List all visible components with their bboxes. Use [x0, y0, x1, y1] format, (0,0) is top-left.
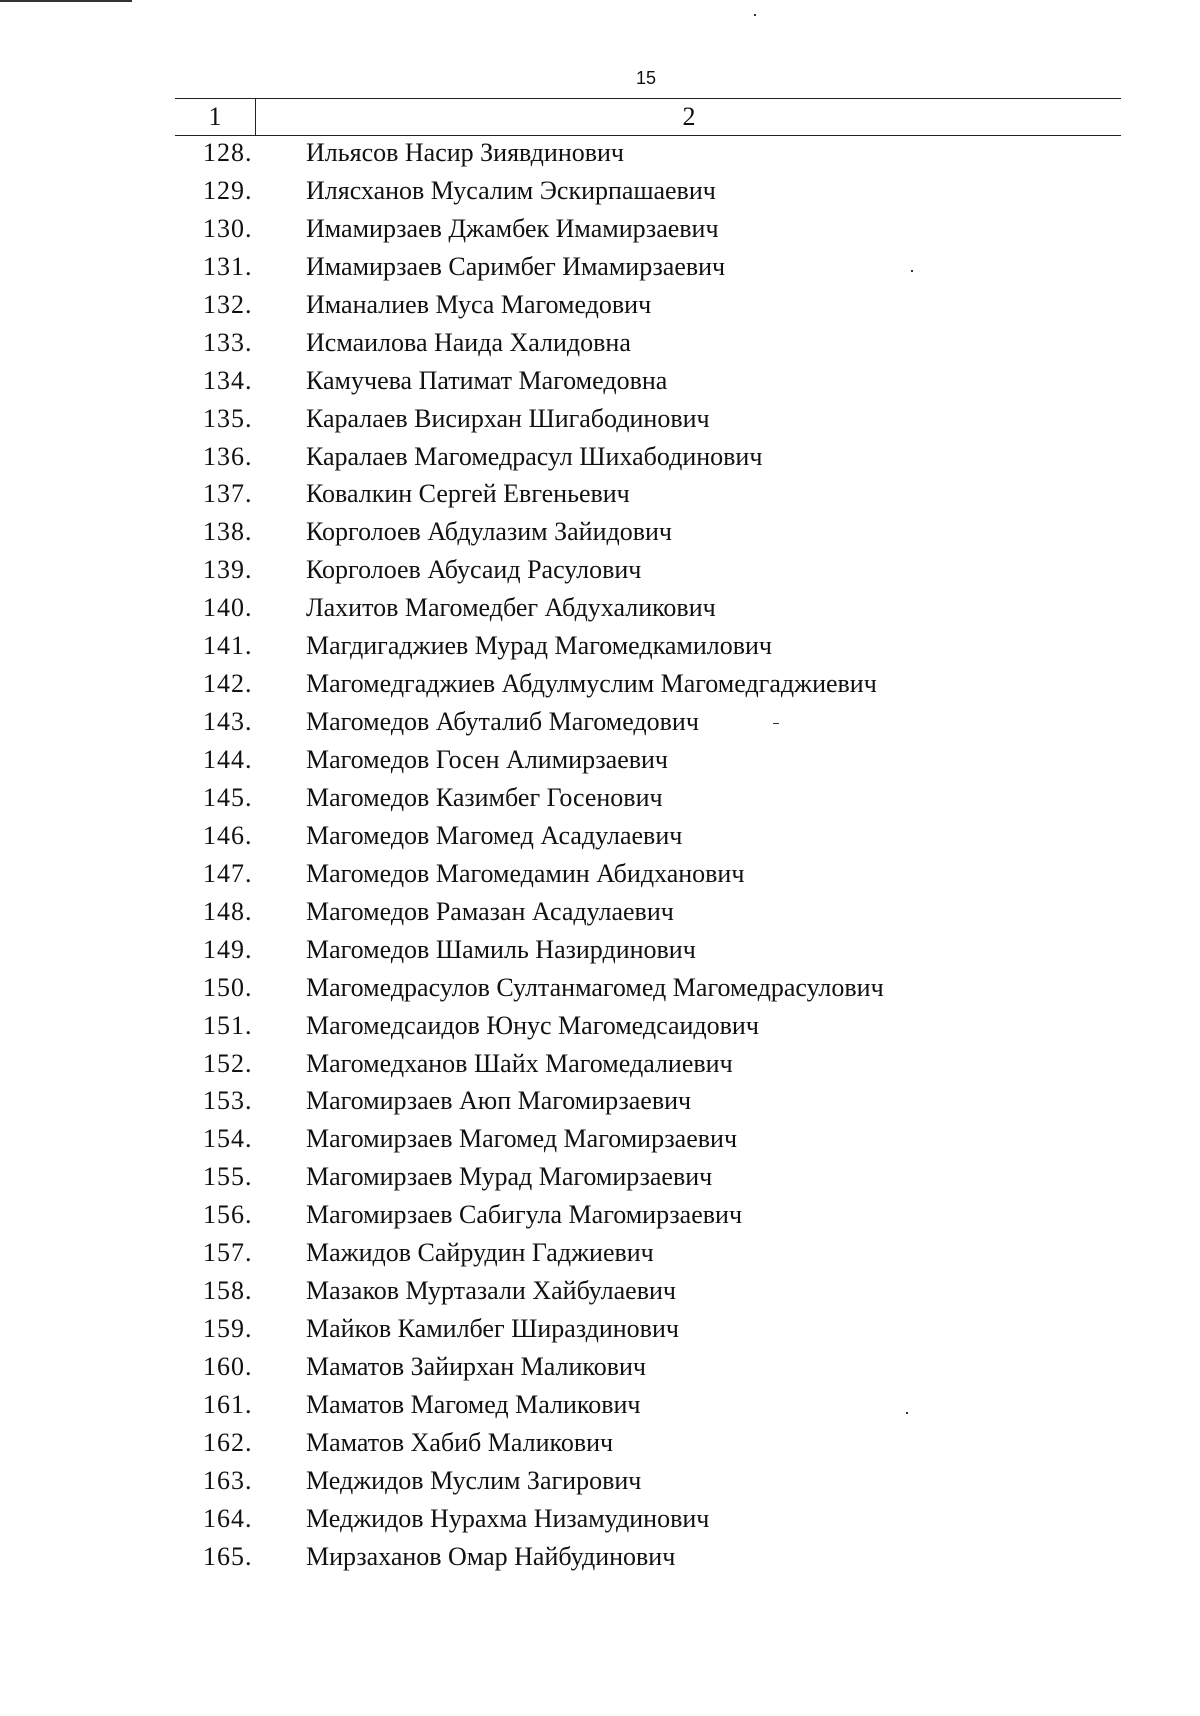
table-row: [175, 1160, 1121, 1198]
person-name: Маматов Хабиб Маликович: [306, 1427, 614, 1457]
row-number: 138.: [203, 517, 253, 547]
person-name: Магомедгаджиев Абдулмуслим Магомедгаджиевич: [306, 669, 877, 699]
row-number: 157.: [203, 1238, 253, 1268]
row-number: 135.: [203, 403, 253, 433]
row-number: 149.: [203, 934, 253, 964]
person-name: Меджидов Муслим Загирович: [306, 1465, 642, 1495]
person-name: Корголоев Абусаид Расулович: [306, 555, 642, 585]
person-name: Меджидов Нурахма Низамудинович: [306, 1503, 710, 1533]
table-row: [175, 1540, 1121, 1578]
person-name: Магдигаджиев Мурад Магомедкамилович: [306, 631, 772, 661]
person-name: Маматов Магомед Маликович: [306, 1389, 641, 1419]
row-number: 139.: [203, 555, 253, 585]
table-row: [175, 1502, 1121, 1540]
row-number: 150.: [203, 972, 253, 1002]
row-number: 154.: [203, 1124, 253, 1154]
column-header-number: 1: [208, 102, 222, 131]
table-row: [175, 1084, 1121, 1122]
row-number: 145.: [203, 782, 253, 812]
person-name: Имамирзаев Джамбек Имамирзаевич: [306, 213, 719, 243]
person-name: Магомедханов Шайх Магомедалиевич: [306, 1048, 733, 1078]
row-number: 160.: [203, 1352, 253, 1381]
row-number: 144.: [203, 745, 253, 774]
person-name: Магомирзаев Магомед Магомирзаевич: [306, 1124, 738, 1154]
table-row: [175, 364, 1121, 402]
row-number: 151.: [203, 1010, 253, 1040]
person-name: Маматов Зайирхан Маликович: [306, 1352, 646, 1381]
person-name: Мазаков Муртазали Хайбулаевич: [306, 1276, 676, 1306]
row-number: 165.: [203, 1541, 253, 1571]
person-name: Каралаев Висирхан Шигабодинович: [306, 403, 710, 433]
table-row: [175, 288, 1121, 326]
table-row: [175, 212, 1121, 250]
row-number: 137.: [203, 479, 253, 509]
table-row: [175, 705, 1121, 743]
table-row: [175, 895, 1121, 933]
row-number: 164.: [203, 1503, 253, 1533]
person-name: Магомедсаидов Юнус Магомедсаидович: [306, 1010, 759, 1040]
row-number: 133.: [203, 327, 253, 357]
row-number: 148.: [203, 896, 253, 926]
table-row: [175, 136, 1121, 174]
person-name: Иманалиев Муса Магомедович: [306, 289, 652, 319]
table-row: [175, 326, 1121, 364]
row-number: 162.: [203, 1427, 253, 1457]
scan-corner-mark: [0, 0, 132, 2]
person-name: Магомирзаев Аюп Магомирзаевич: [306, 1086, 692, 1116]
person-name: Магомедов Рамазан Асадулаевич: [306, 896, 674, 926]
row-number: 147.: [203, 858, 253, 888]
table-row: [175, 1426, 1121, 1464]
row-number: 128.: [203, 138, 253, 167]
person-name: Каралаев Магомедрасул Шихабодинович: [306, 441, 763, 471]
person-name: Магомедрасулов Султанмагомед Магомедрасулович: [306, 972, 884, 1002]
table-row: [175, 933, 1121, 971]
table-row: [175, 1047, 1121, 1085]
row-number: 131.: [203, 251, 253, 281]
person-name: Камучева Патимат Магомедовна: [306, 365, 668, 395]
row-number: 132.: [203, 289, 253, 319]
scan-speck: [754, 14, 756, 16]
row-number: 130.: [203, 213, 253, 243]
person-name: Имамирзаев Саримбег Имамирзаевич: [306, 251, 726, 281]
table-row: [175, 174, 1121, 212]
row-number: 155.: [203, 1162, 253, 1192]
row-number: 153.: [203, 1086, 253, 1116]
table-row: [175, 1236, 1121, 1274]
table-row: [175, 553, 1121, 591]
table-row: [175, 971, 1121, 1009]
row-number: 152.: [203, 1048, 253, 1078]
person-name: Магомирзаев Сабигула Магомирзаевич: [306, 1200, 743, 1230]
person-name: Магомедов Казимбег Госенович: [306, 782, 663, 812]
person-name: Магомедов Шамиль Назирдинович: [306, 934, 696, 964]
row-number: 159.: [203, 1314, 253, 1344]
row-number: 158.: [203, 1276, 253, 1306]
person-name: Магомирзаев Мурад Магомирзаевич: [306, 1162, 713, 1192]
table-row: [175, 1350, 1121, 1388]
name-list: [175, 136, 1121, 1578]
table-row: [175, 819, 1121, 857]
row-number: 134.: [203, 365, 253, 395]
column-header-name: 2: [682, 102, 696, 131]
column-separator: [255, 99, 256, 135]
table-row: [175, 477, 1121, 515]
person-name: Корголоев Абдулазим Зайидович: [306, 517, 672, 547]
table-row: [175, 440, 1121, 478]
table-header: [175, 98, 1121, 136]
table-row: [175, 250, 1121, 288]
table-row: [175, 1009, 1121, 1047]
person-name: Магомедов Магомедамин Абидханович: [306, 858, 745, 888]
row-number: 156.: [203, 1200, 253, 1230]
person-name: Мажидов Сайрудин Гаджиевич: [306, 1238, 654, 1268]
table-row: [175, 591, 1121, 629]
person-name: Майков Камилбег Шираздинович: [306, 1314, 679, 1344]
person-name: Ковалкин Сергей Евгеньевич: [306, 479, 630, 509]
table-row: [175, 515, 1121, 553]
person-name: Илясханов Мусалим Эскирпашаевич: [306, 175, 716, 205]
person-name: Магомедов Госен Алимирзаевич: [306, 745, 669, 774]
row-number: 136.: [203, 441, 253, 471]
table-row: [175, 402, 1121, 440]
person-name: Ильясов Насир Зиявдинович: [306, 138, 625, 167]
table-row: [175, 667, 1121, 705]
row-number: 146.: [203, 820, 253, 850]
row-number: 129.: [203, 175, 253, 205]
row-number: 140.: [203, 593, 253, 623]
row-number: 161.: [203, 1389, 253, 1419]
table-row: [175, 781, 1121, 819]
table-row: [175, 1312, 1121, 1350]
person-name: Магомедов Абуталиб Магомедович: [306, 707, 699, 737]
table-row: [175, 857, 1121, 895]
table-row: [175, 629, 1121, 667]
table-row: [175, 1274, 1121, 1312]
table-row: [175, 1464, 1121, 1502]
table-row: [175, 1122, 1121, 1160]
row-number: 143.: [203, 707, 253, 737]
row-number: 142.: [203, 669, 253, 699]
row-number: 141.: [203, 631, 253, 661]
person-name: Лахитов Магомедбег Абдухаликович: [306, 593, 716, 623]
person-name: Исмаилова Наида Халидовна: [306, 327, 631, 357]
table-row: [175, 743, 1121, 781]
table-row: [175, 1388, 1121, 1426]
person-name: Магомедов Магомед Асадулаевич: [306, 820, 683, 850]
table-row: [175, 1198, 1121, 1236]
person-name: Мирзаханов Омар Найбудинович: [306, 1541, 676, 1571]
page-number: 15: [636, 68, 657, 88]
row-number: 163.: [203, 1465, 253, 1495]
